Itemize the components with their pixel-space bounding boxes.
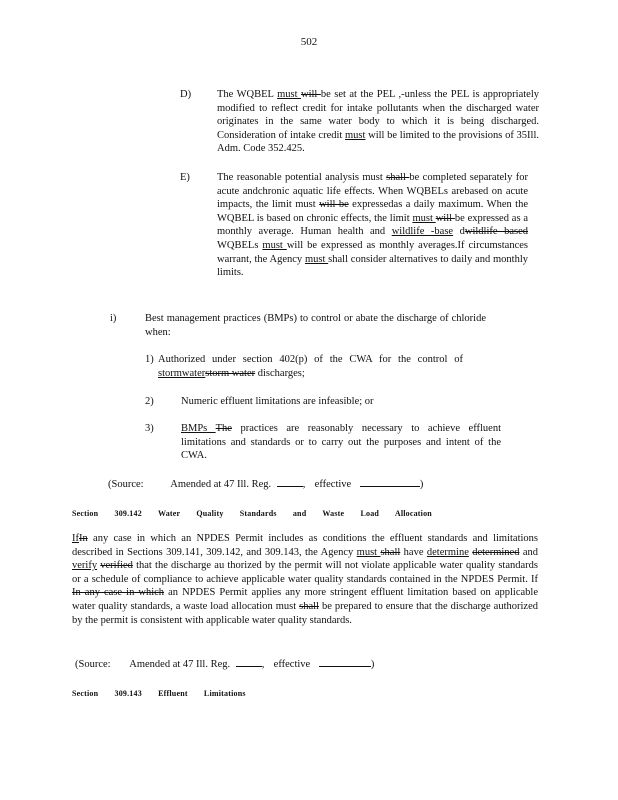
section-309-142-body [72, 532, 538, 627]
deleted-text: will be [319, 199, 349, 211]
text-run: an NPDES Permit applies any more stringent effluent limitation based on applicable water quality standards, a waste load allocation must [72, 587, 538, 612]
inserted-text: must [356, 546, 381, 558]
page-number: 502 [300, 36, 318, 48]
text-run: will be limited to the provisions of 35Ill. Adm. Code 352.425. [217, 129, 539, 155]
register-blank [277, 486, 303, 487]
text-run: d [453, 226, 465, 238]
source-note [108, 478, 423, 492]
inserted-text: stormwater [158, 367, 206, 379]
source-comma: , [302, 479, 306, 490]
deleted-text: shall [299, 600, 319, 612]
sub-2-text: Numeric effluent limitations are infeasible; or [181, 396, 374, 407]
item-i-intro: Best management practices (BMPs) to control or abate the discharge of chloride when: [145, 313, 486, 338]
deleted-text: shall [380, 546, 401, 558]
inserted-text: verify [72, 560, 98, 572]
text-run: The WQBEL [217, 89, 278, 100]
register-blank [236, 666, 262, 667]
text-run: WQBELs [217, 239, 263, 251]
deleted-text: In [79, 533, 88, 544]
effective-date-blank [319, 666, 371, 667]
sub-2-marker: 2) [145, 396, 154, 407]
inserted-text: must [262, 239, 287, 251]
text-run: that the discharge au thorized by the permit will not violate applicable water quality standards or a schedule of compliance to achieve applicable water quality standards contained in the NPDES Permit. If [72, 560, 538, 585]
source-close: ) [370, 659, 375, 670]
section-heading-309-143 [72, 687, 246, 701]
item-d-text [217, 88, 539, 156]
text-run: any case in which an NPDES Permit includes as conditions the effluent standards and limitations described in Sections 309.141, 309.142, and 309.143, the Agency [72, 533, 538, 558]
inserted-text: must [412, 212, 436, 224]
text-run: be expressed as a monthly average. Human health and [217, 212, 529, 238]
item-e-text [217, 171, 528, 280]
inserted-text: must [277, 89, 301, 100]
section-number: 309.143 [114, 689, 142, 698]
sub-1-marker: 1) [145, 354, 154, 365]
item-i-marker: i) [110, 313, 117, 324]
text-run: will be expressed as monthly averages.If circumstances warrant, the Agency [217, 239, 528, 265]
deleted-text: verified [100, 560, 133, 572]
text-run: have [400, 546, 427, 558]
section-number: 309.142 [114, 509, 142, 518]
section-heading-309-142 [72, 507, 432, 521]
sub-1-text [158, 353, 463, 380]
item-e-marker: E) [180, 172, 190, 183]
text-run: be set at the PEL ,-unless the PEL is appropriately modified to reflect credit for intake pollutants when the discharged water originates in the same water body to which it is being discharged. Consideration of intake credit [217, 89, 539, 141]
text-run: and [519, 546, 539, 558]
source-amended: Amended at 47 Ill. Reg. [170, 479, 272, 490]
text-run: discharges; [255, 367, 305, 379]
section-label: Section [72, 689, 99, 698]
item-d-marker: D) [180, 89, 192, 100]
source-comma: , [261, 659, 265, 670]
text-run: Authorized under section 402(p) of the CWA for the control of [158, 354, 463, 365]
sub-3-text [181, 422, 501, 463]
source-prefix: (Source: [108, 479, 144, 490]
deleted-text: shall [386, 172, 410, 183]
deleted-text: determined [472, 546, 520, 558]
deleted-text: The [215, 423, 232, 434]
inserted-text: If [72, 533, 79, 544]
source-note-2 [75, 658, 374, 672]
inserted-text: BMPs [181, 423, 216, 434]
source-close: ) [419, 479, 424, 490]
section-title: Water Quality Standards and Waste Load Allocation [157, 509, 432, 518]
inserted-text: must [345, 129, 366, 141]
deleted-text: In any case in which [72, 587, 165, 599]
section-title: Effluent Limitations [158, 689, 246, 698]
deleted-text: will [300, 89, 321, 100]
deleted-text: storm water [205, 367, 256, 379]
deleted-text: wildlife based [464, 226, 528, 238]
source-effective: effective [314, 479, 352, 490]
section-label: Section [72, 509, 99, 518]
text-run: shall consider alternatives to daily and monthly limits. [217, 253, 529, 279]
deleted-text: will [435, 212, 455, 224]
effective-date-blank [360, 486, 420, 487]
text-run: be prepared to ensure that the discharge authorized by the permit is consistent with applicable water quality standards. [72, 600, 538, 626]
inserted-text: determine [426, 546, 469, 558]
text-run: be completed separately for acute andchronic aquatic life effects. When WQBELs arebased on acute impacts, the limit must [217, 172, 528, 211]
inserted-text: must [304, 253, 329, 265]
source-effective: effective [273, 659, 311, 670]
text-run: practices are reasonably necessary to achieve effluent limitations and standards or to carry out the purposes and intent of the CWA. [181, 423, 501, 462]
source-amended: Amended at 47 Ill. Reg. [129, 659, 231, 670]
text-run: The reasonable potential analysis must [217, 172, 387, 183]
source-prefix: (Source: [75, 659, 111, 670]
sub-3-marker: 3) [145, 423, 154, 434]
text-run: expressedas a daily maximum. When the WQBEL is based on chronic effects, the limit [217, 199, 528, 224]
inserted-text: wildlife -base [391, 226, 454, 238]
